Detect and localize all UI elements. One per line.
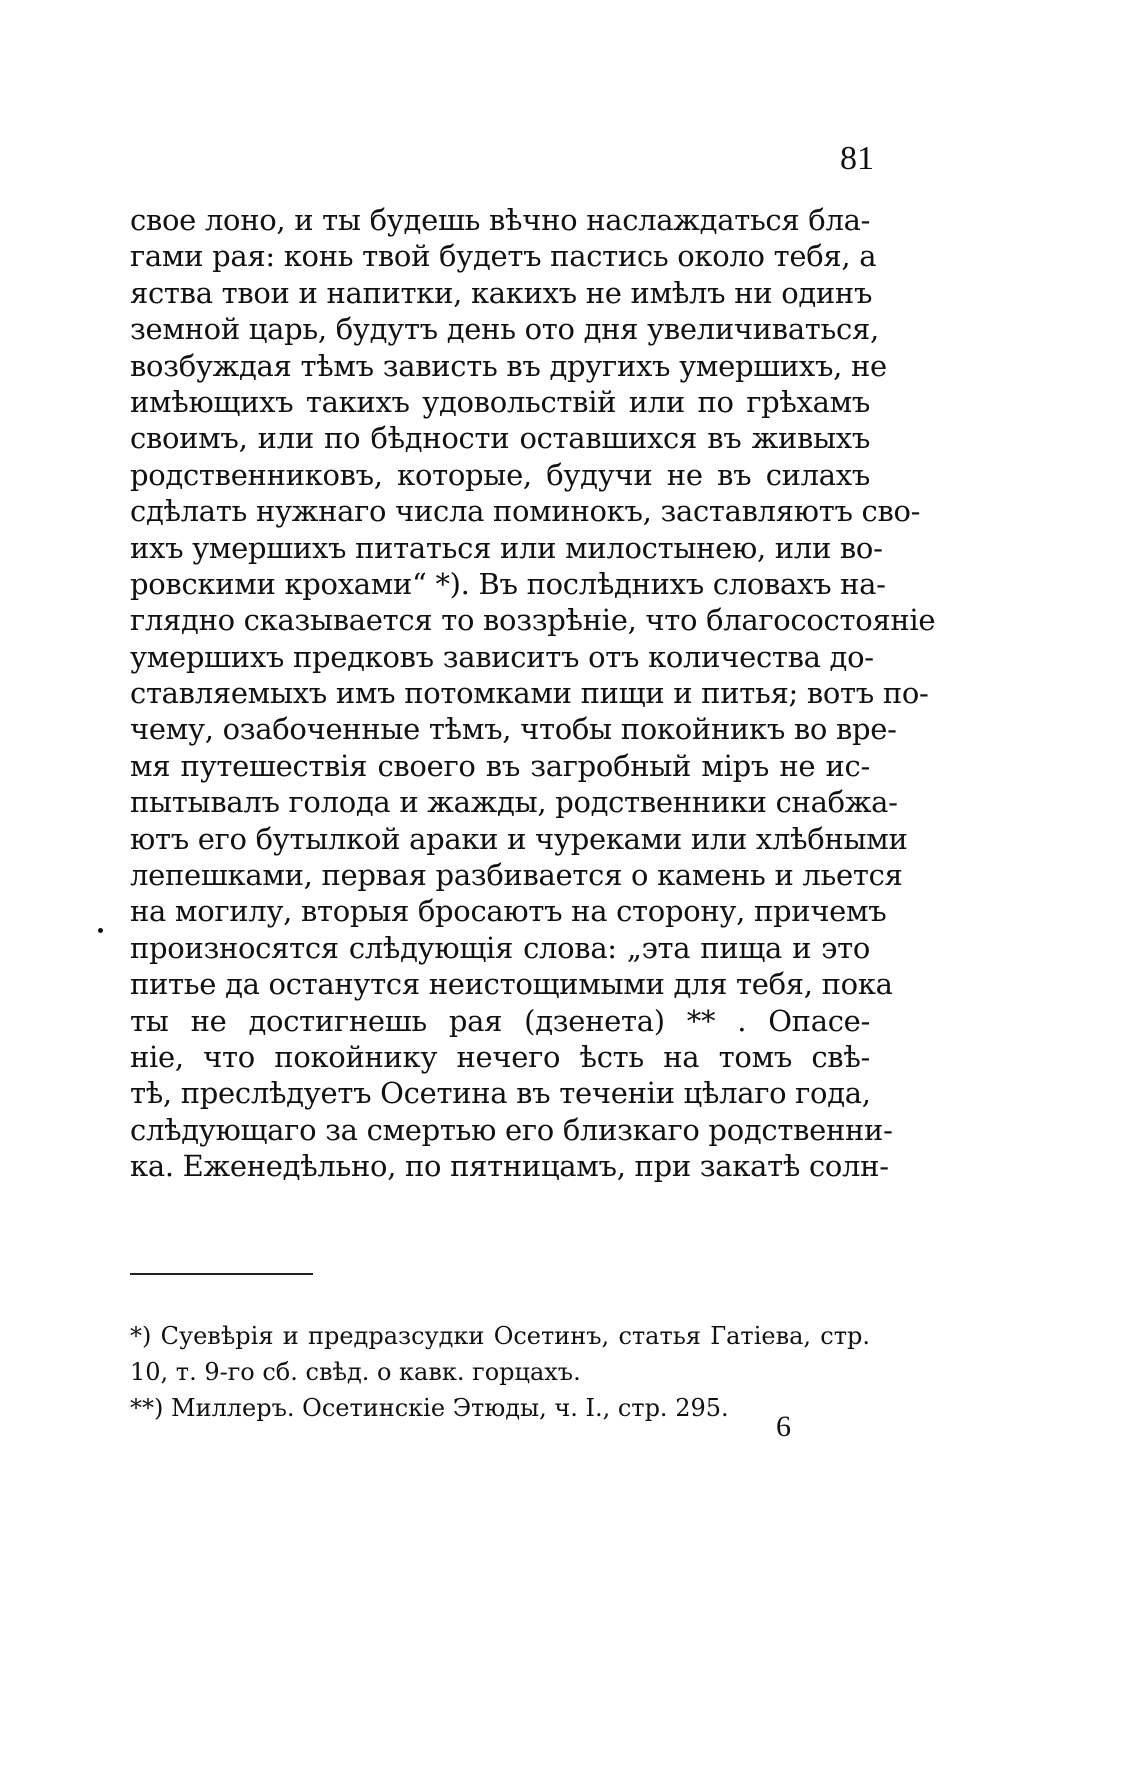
body-line: произносятся слѣдующія слова: „эта пища и это [130, 930, 870, 965]
body-line: гами рая: конь твой будетъ пастись около тебя, а [130, 239, 877, 274]
body-line: пытывалъ голода и жажды, родственники снабжа- [130, 785, 898, 820]
body-line: умершихъ предковъ зависитъ отъ количества до- [130, 639, 874, 674]
footnote-1-line-1: *) Суевѣрія и предразсудки Осетинъ, статья Гатіева, стр. [130, 1322, 870, 1350]
body-line: ты не достигнешь рая (дзенета) ** . Опасе- [130, 1003, 870, 1038]
body-line: чему, озабоченные тѣмъ, чтобы покойникъ во вре- [130, 712, 897, 747]
body-text [130, 202, 936, 1185]
body-line: ставляемыхъ имъ потомками пищи и питья; вотъ по- [130, 676, 929, 711]
body-line: родственниковъ, которые, будучи не въ силахъ [130, 457, 870, 492]
body-line: свое лоно, и ты будешь вѣчно наслаждаться бла- [130, 203, 871, 237]
body-line: ихъ умершихъ питаться или милостынею, или во- [130, 530, 883, 565]
body-line: лепешками, первая разбивается о камень и льется [130, 858, 903, 893]
body-line: ютъ его бутылкой араки и чуреками или хлѣбными [130, 821, 908, 856]
body-line: яства твои и напитки, какихъ не имѣлъ ни одинъ [130, 275, 873, 310]
signature-mark: 6 [776, 1410, 791, 1443]
body-line: своимъ, или по бѣдности оставшихся въ живыхъ [130, 421, 870, 456]
footnote-divider [130, 1273, 313, 1275]
body-line: ка. Еженедѣльно, по пятницамъ, при закатѣ солн- [130, 1149, 889, 1184]
footnote-2-line-1: **) Миллеръ. Осетинскіе Этюды, ч. I., стр. 295. [130, 1394, 729, 1422]
body-line: тѣ, преслѣдуетъ Осетина въ теченіи цѣлаго года, [130, 1076, 871, 1111]
body-line: мя путешествія своего въ загробный міръ не ис- [130, 748, 870, 783]
body-line: земной царь, будутъ день ото дня увеличиваться, [130, 312, 879, 347]
body-line: возбуждая тѣмъ зависть въ другихъ умершихъ, не [130, 348, 887, 383]
body-line: сдѣлать нужнаго числа поминокъ, заставляютъ сво- [130, 494, 921, 529]
footnote-1-line-2: 10, т. 9-го сб. свѣд. о кавк. горцахъ. [130, 1358, 581, 1386]
print-speck [98, 928, 103, 933]
body-line: на могилу, вторыя бросаютъ на сторону, причемъ [130, 894, 887, 929]
body-line: слѣдующаго за смертью его близкаго родственни- [130, 1112, 893, 1147]
body-line: имѣющихъ такихъ удовольствій или по грѣхамъ [130, 384, 870, 419]
footnotes [130, 1318, 870, 1426]
body-line: ніе, что покойнику нечего ѣсть на томъ свѣ- [130, 1039, 870, 1074]
page-number: 81 [840, 140, 874, 177]
body-line: питье да останутся неистощимыми для тебя, пока [130, 967, 893, 1002]
body-line: глядно сказывается то воззрѣніе, что благосостояніе [130, 603, 936, 638]
body-line: ровскими крохами“ *). Въ послѣднихъ словахъ на- [130, 566, 886, 601]
